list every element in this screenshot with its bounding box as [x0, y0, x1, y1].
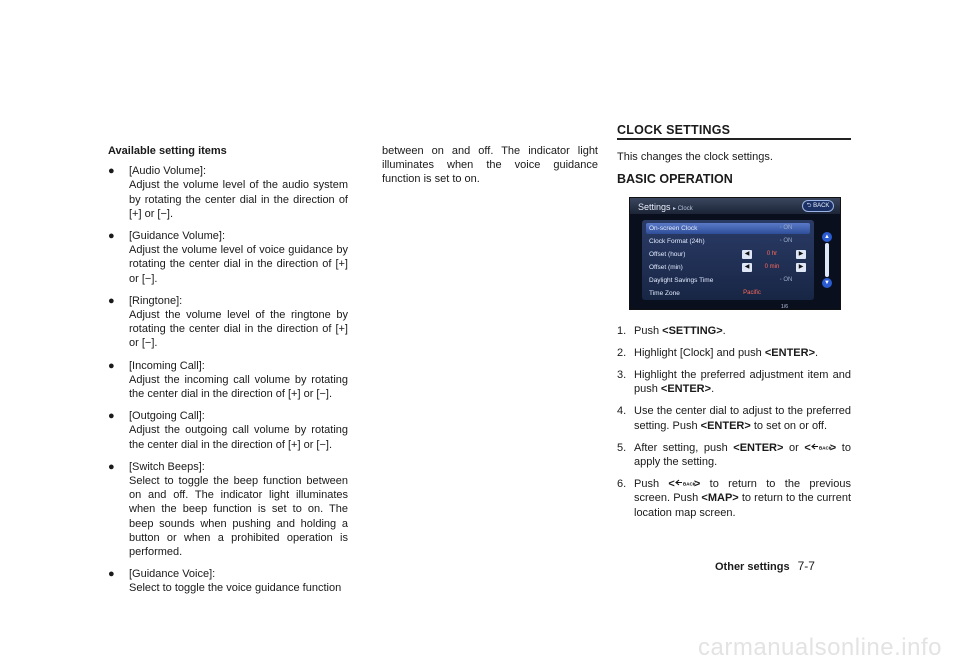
step-text: . — [722, 324, 726, 337]
left-column — [108, 144, 348, 604]
step-text: . — [711, 383, 715, 396]
settings-panel — [642, 220, 814, 300]
item-desc: Adjust the volume level of voice guidance by rotating the center dial in the direction of [+] or [−]. — [129, 244, 348, 285]
item-desc: Adjust the volume level of the ringtone by rotating the center dial in the direction of [+] or [−]. — [129, 309, 348, 350]
scrollbar[interactable] — [822, 232, 832, 288]
item-title: [Incoming Call]: — [129, 359, 205, 372]
key-name: <ENTER> — [700, 419, 751, 432]
row-value: ◦ ON — [779, 224, 793, 231]
item-desc: Select to toggle the voice guidance function — [129, 582, 342, 595]
key-name: <ENTER> — [733, 441, 784, 454]
step-number: 5. — [617, 441, 627, 454]
row-value-text: ON — [783, 276, 793, 283]
key-bracket: > — [829, 441, 837, 454]
key-name: <ENTER> — [764, 346, 815, 359]
step-text: Highlight the preferred adjustment item and push — [634, 369, 851, 396]
list-item: ● [Guidance Volume]: Adjust the volume level of voice guidance by rotating the center dial in the direction of [+] or [−]. — [108, 230, 348, 285]
svg-text:BACK: BACK — [682, 481, 696, 487]
scroll-down-icon[interactable]: ▼ — [822, 278, 832, 288]
step-3 — [617, 368, 851, 396]
key-name: <SETTING> — [662, 324, 723, 337]
step-text: . — [815, 346, 819, 359]
step-text: After setting, push — [634, 441, 734, 454]
back-key — [804, 442, 836, 454]
key-name: <ENTER> — [660, 383, 712, 396]
item-desc: Adjust the outgoing call volume by rotating the center dial in the direction of [+] or [−]. — [129, 424, 348, 451]
row-value: 0 hr — [766, 250, 778, 257]
screen-crumb: ▸ Clock — [673, 205, 693, 212]
item-desc: Adjust the incoming call volume by rotating the center dial in the direction of [+] or [−]. — [129, 373, 348, 401]
step-2 — [617, 346, 851, 360]
row-value: 0 min — [764, 263, 780, 270]
row-label: Offset (min) — [649, 263, 683, 271]
row-value-text: ON — [783, 224, 793, 231]
page-number: 7-7 — [797, 559, 815, 573]
step-text: Highlight [Clock] and push — [634, 346, 765, 359]
continued-text: between on and off. The indicator light illuminates when the voice guidance function is set to on. — [382, 145, 598, 186]
arrow-right-icon[interactable]: ▶ — [796, 250, 806, 259]
back-key — [668, 478, 700, 490]
key-bracket: < — [668, 478, 675, 491]
item-title: [Switch Beeps]: — [129, 460, 205, 473]
step-text: Use the center dial to adjust to the preferred setting. Push — [634, 405, 851, 432]
footer-section: Other settings — [715, 561, 790, 573]
list-item: ● [Incoming Call]: Adjust the incoming call volume by rotating the center dial in the direction of [+] or [−]. — [108, 359, 348, 401]
key-bracket: < — [804, 441, 811, 454]
row-label: On-screen Clock — [649, 224, 698, 232]
right-column — [617, 123, 851, 528]
section-title: CLOCK SETTINGS — [617, 123, 851, 140]
item-title: [Outgoing Call]: — [129, 410, 205, 423]
item-desc: Adjust the volume level of the audio system by rotating the center dial in the direction of [+] or [−]. — [129, 179, 348, 220]
page-indicator: 1/6 — [781, 303, 788, 310]
row-label: Time Zone — [649, 289, 680, 297]
step-text: to return to the previous screen. Push — [634, 478, 851, 505]
step-number: 1. — [617, 324, 627, 337]
key-name: <MAP> — [701, 492, 739, 505]
back-label: BACK — [813, 202, 830, 209]
middle-column — [382, 144, 598, 187]
arrow-right-icon[interactable]: ▶ — [796, 263, 806, 272]
row-label: Clock Format (24h) — [649, 237, 705, 245]
setting-row[interactable] — [646, 275, 810, 286]
row-value-text: ON — [783, 237, 793, 244]
scroll-up-icon[interactable]: ▲ — [822, 232, 832, 242]
list-item: ● [Audio Volume]: Adjust the volume level of the audio system by rotating the center dial in the direction of [+] or [−]. — [108, 165, 348, 220]
back-button-icon — [675, 479, 694, 488]
step-text: to set on or off. — [750, 419, 828, 432]
arrow-left-icon[interactable]: ◀ — [742, 250, 752, 259]
screen-title — [638, 200, 693, 216]
list-item: ● [Ringtone]: Adjust the volume level of the ringtone by rotating the center dial in the direction of [+] or [−]. — [108, 294, 348, 350]
available-items-heading: Available setting items — [108, 145, 227, 157]
item-desc: Select to toggle the beep function between on and off. The indicator light illuminates when the beep function is set to on. The beep sounds when pushing and holding a button or when a prohibited operation is performed. — [129, 475, 348, 559]
step-1 — [617, 324, 851, 338]
step-5 — [617, 441, 851, 469]
step-text: Push — [634, 478, 669, 491]
step-number: 6. — [617, 478, 627, 491]
row-label: Daylight Savings Time — [649, 276, 714, 284]
list-item: ● [Guidance Voice]: Select to toggle the voice guidance function — [108, 567, 348, 595]
step-text: Push — [634, 324, 663, 337]
key-bracket: > — [693, 478, 701, 491]
back-button[interactable]: ⮌ BACK — [802, 200, 834, 212]
subheading: BASIC OPERATION — [617, 172, 733, 187]
svg-text:BACK: BACK — [818, 445, 832, 451]
row-label: Offset (hour) — [649, 250, 686, 258]
settings-screenshot — [629, 197, 841, 310]
step-4 — [617, 404, 851, 432]
watermark: carmanualsonline.info — [698, 634, 942, 661]
step-6 — [617, 477, 851, 520]
setting-row[interactable] — [646, 262, 810, 273]
row-value: ◦ ON — [779, 237, 793, 244]
back-button-icon — [811, 443, 830, 452]
list-item: ● [Switch Beeps]: Select to toggle the beep function between on and off. The indicator light illuminates when the beep function is set to on. The beep sounds when pushing and holding a button or when a prohibited operation is performed. — [108, 460, 348, 559]
step-text: to apply the setting. — [634, 441, 851, 469]
list-item: ● [Outgoing Call]: Adjust the outgoing call volume by rotating the center dial in the direction of [+] or [−]. — [108, 410, 348, 451]
item-title: [Guidance Volume]: — [129, 230, 226, 243]
step-text: to return to the current location map screen. — [634, 492, 851, 519]
step-number: 4. — [617, 405, 627, 418]
step-number: 3. — [617, 369, 627, 382]
setting-row[interactable] — [646, 236, 810, 247]
screen-title-text: Settings — [638, 201, 671, 212]
scroll-track[interactable] — [825, 243, 829, 277]
intro-text: This changes the clock settings. — [617, 151, 773, 164]
setting-row[interactable] — [646, 249, 810, 260]
row-value: Pacific — [743, 289, 761, 296]
setting-row[interactable] — [646, 223, 810, 234]
step-text: or — [783, 441, 805, 454]
setting-row[interactable] — [646, 288, 810, 299]
page-footer — [715, 559, 815, 573]
step-number: 2. — [617, 346, 627, 359]
item-title: [Guidance Voice]: — [129, 568, 216, 581]
item-title: [Ringtone]: — [129, 294, 183, 307]
row-value: ◦ ON — [779, 276, 793, 283]
arrow-left-icon[interactable]: ◀ — [742, 263, 752, 272]
item-title: [Audio Volume]: — [129, 165, 207, 178]
